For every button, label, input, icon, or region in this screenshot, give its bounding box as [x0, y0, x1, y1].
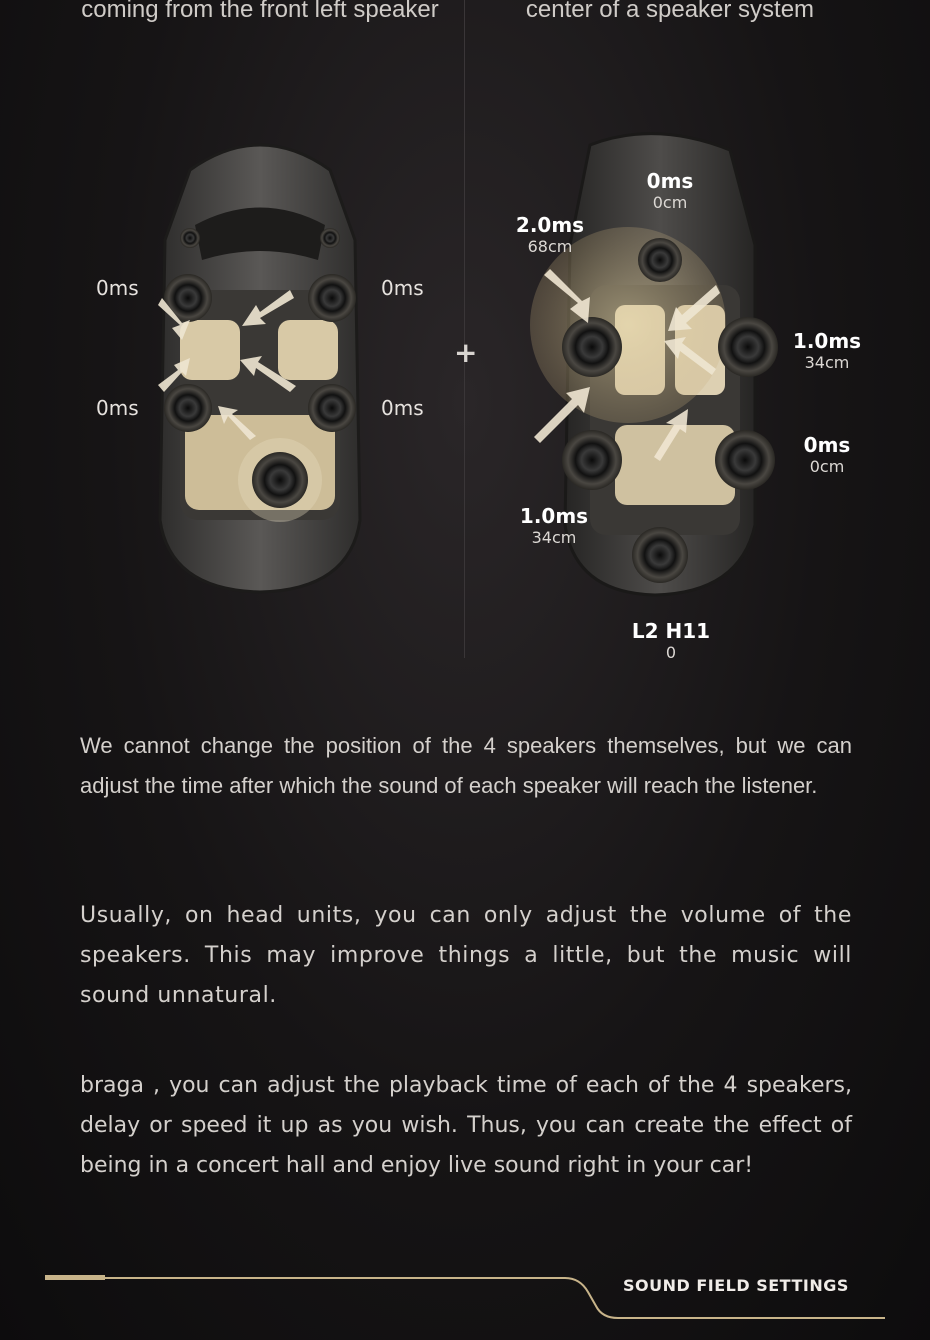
left-front-left-delay: 0ms: [96, 276, 139, 300]
right-rear-left-distance: 34cm: [531, 528, 577, 547]
right-front-right-delay: 1.0ms: [792, 329, 862, 353]
left-rear-left-delay: 0ms: [96, 396, 139, 420]
left-diagram-caption: coming from the front left speaker: [81, 0, 439, 23]
right-front-right-label: [777, 330, 877, 374]
right-rear-right-delay: 0ms: [803, 433, 851, 457]
right-front-left-delay: 2.0ms: [515, 213, 585, 237]
right-diagram-caption: center of a speaker system: [525, 0, 815, 23]
diagram-divider: [464, 0, 465, 658]
right-rear-left-label: [504, 505, 604, 549]
right-front-center-label: [620, 170, 720, 214]
right-setting-name: L2 H11: [631, 619, 711, 643]
right-rear-right-label: [777, 434, 877, 478]
right-front-center-delay: 0ms: [646, 169, 694, 193]
right-front-left-distance: 68cm: [527, 237, 573, 256]
right-setting-label: [611, 620, 731, 664]
paragraph-volume-only: Usually, on head units, you can only adjust the volume of the speakers. This may improve things a little, but the music will sound unnatural.: [80, 903, 852, 1008]
left-car-speaker-rl: [164, 384, 212, 432]
paragraph-speaker-position: We cannot change the position of the 4 speakers themselves, but we can adjust the time after which the sound of each speaker will reach the listener.: [80, 733, 852, 798]
footer-section-title: SOUND FIELD SETTINGS: [623, 1276, 849, 1295]
left-car-diagram: [150, 130, 370, 600]
right-car-speaker-rl: [562, 430, 622, 490]
right-rear-left-delay: 1.0ms: [519, 504, 589, 528]
plus-sign: +: [454, 336, 478, 369]
right-car-speaker-rr: [715, 430, 775, 490]
paragraph-playback-time: braga , you can adjust the playback time of each of the 4 speakers, delay or speed it up as you wish. Thus, you can create the effect of being in a concert hall and enjoy live sound right in your car!: [80, 1073, 852, 1178]
footer-decorative-line: [0, 1260, 930, 1330]
right-car-speaker-center: [638, 238, 682, 282]
right-car-speaker-fr: [718, 317, 778, 377]
left-car-speaker-rr: [308, 384, 356, 432]
right-setting-value: 0: [665, 643, 677, 662]
right-car-speaker-rear: [632, 527, 688, 583]
left-front-right-delay: 0ms: [381, 276, 424, 300]
right-rear-right-distance: 0cm: [809, 457, 845, 476]
right-front-center-distance: 0cm: [652, 193, 688, 212]
right-car-speaker-fl: [562, 317, 622, 377]
left-rear-right-delay: 0ms: [381, 396, 424, 420]
right-front-right-distance: 34cm: [804, 353, 850, 372]
right-front-left-label: [500, 214, 600, 258]
left-car-speaker-fr: [308, 274, 356, 322]
